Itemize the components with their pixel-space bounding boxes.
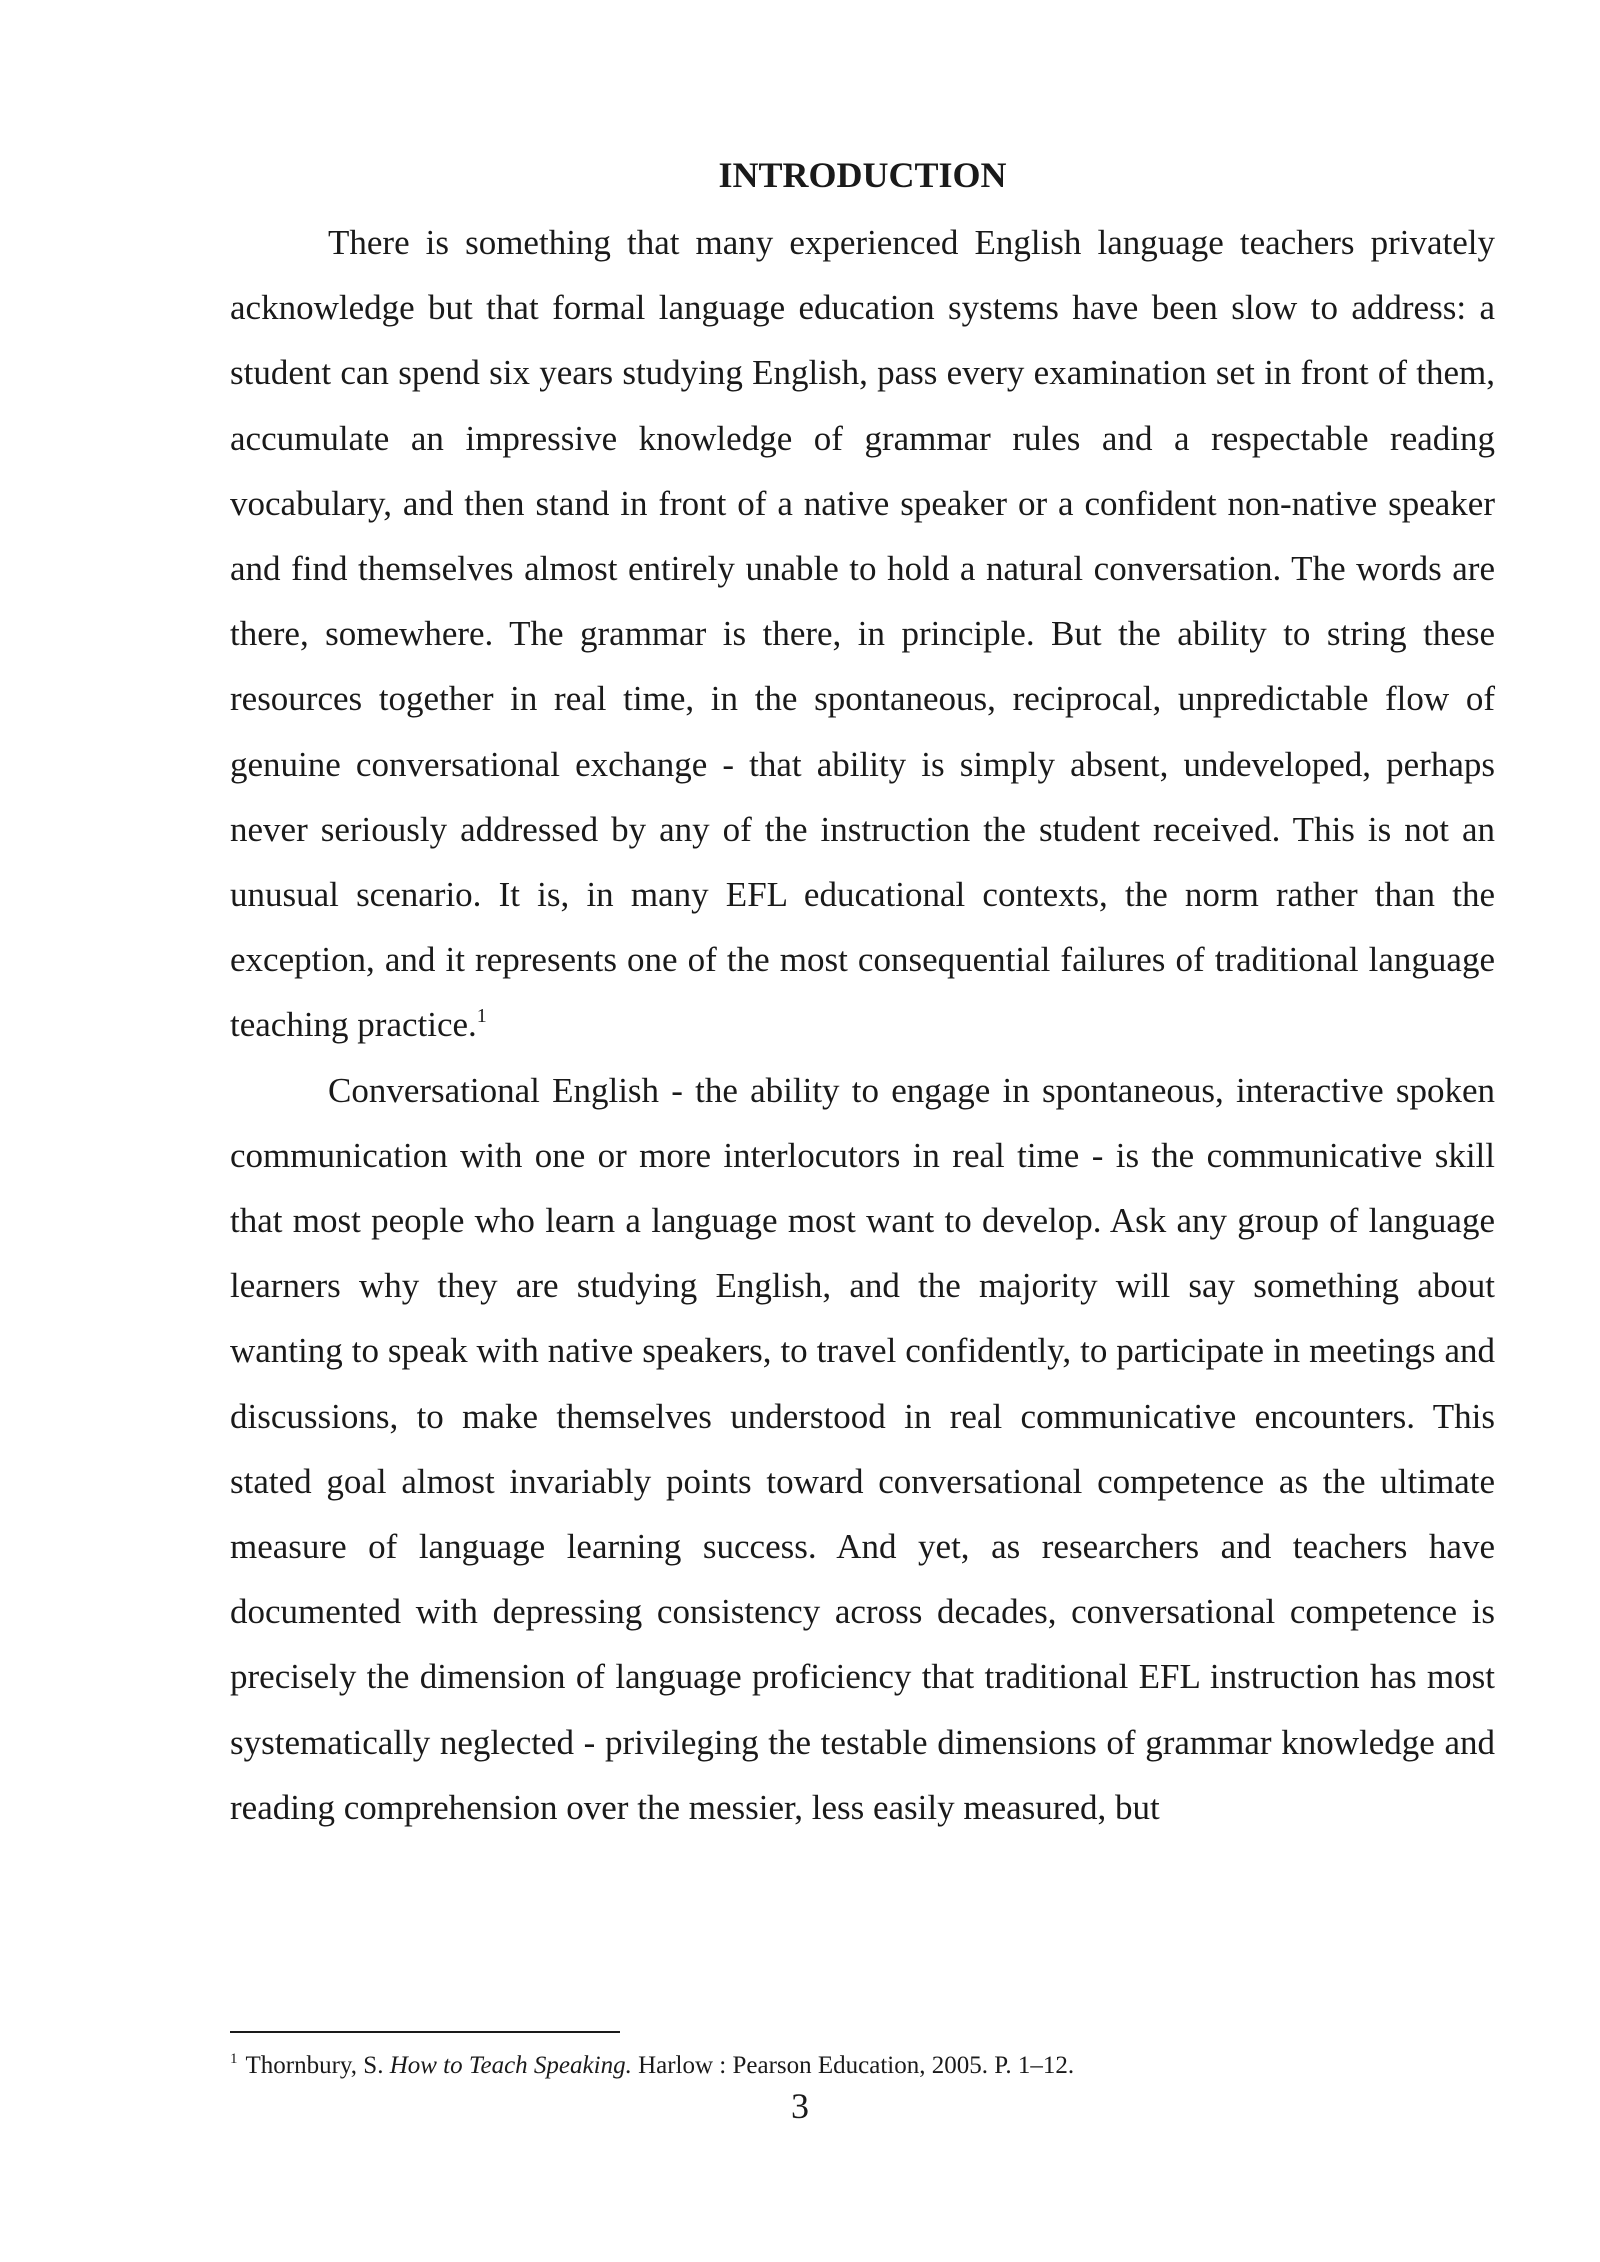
footnote-details: Harlow : Pearson Education, 2005. P. 1–12. (638, 2052, 1075, 2079)
paragraph-1 (230, 210, 1495, 1058)
body-text (230, 210, 1495, 1840)
footnote-marker: 1 (230, 2051, 238, 2067)
footnote-reference: 1 (476, 1005, 487, 1028)
footnote-separator (230, 2031, 620, 2033)
footnote-author: Thornbury, S. (245, 2052, 384, 2079)
footnote (230, 2048, 1495, 2084)
paragraph-1-text: There is something that many experienced English language teachers privately acknowledge but that formal language education systems have been slow to address: a student can spend six years studying English, pass every examination set in front of them, accumulate an impressive knowledge of grammar rules and a respectable reading vocabulary, and then stand in front of a native speaker or a confident non-native speaker and find themselves almost entirely unable to hold a natural conversation. The words are there, somewhere. The grammar is there, in principle. But the ability to string these resources together in real time, in the spontaneous, reciprocal, unpredictable flow of genuine conversational exchange - that ability is simply absent, undeveloped, perhaps never seriously addressed by any of the instruction the student received. This is not an unusual scenario. It is, in many EFL educational contexts, the norm rather than the exception, and it represents one of the most consequential failures of traditional language teaching practice. (230, 223, 1495, 1045)
section-heading: INTRODUCTION (718, 155, 1007, 195)
page-number: 3 (791, 2086, 809, 2126)
paragraph-2 (230, 1058, 1495, 1840)
paragraph-2-text: Conversational English - the ability to engage in spontaneous, interactive spoken communication with one or more interlocutors in real time - is the communicative skill that most people who learn a language most want to develop. Ask any group of language learners why they are studying English, and the majority will say something about wanting to speak with native speakers, to travel confidently, to participate in meetings and discussions, to make themselves understood in real communicative encounters. This stated goal almost invariably points toward conversational competence as the ultimate measure of language learning success. And yet, as researchers and teachers have documented with depressing consistency across decades, conversational competence is precisely the dimension of language proficiency that traditional EFL instruction has most systematically neglected - privileging the testable dimensions of grammar knowledge and reading comprehension over the messier, less easily measured, but (230, 1070, 1495, 1827)
footnote-title: How to Teach Speaking. (389, 2052, 632, 2079)
